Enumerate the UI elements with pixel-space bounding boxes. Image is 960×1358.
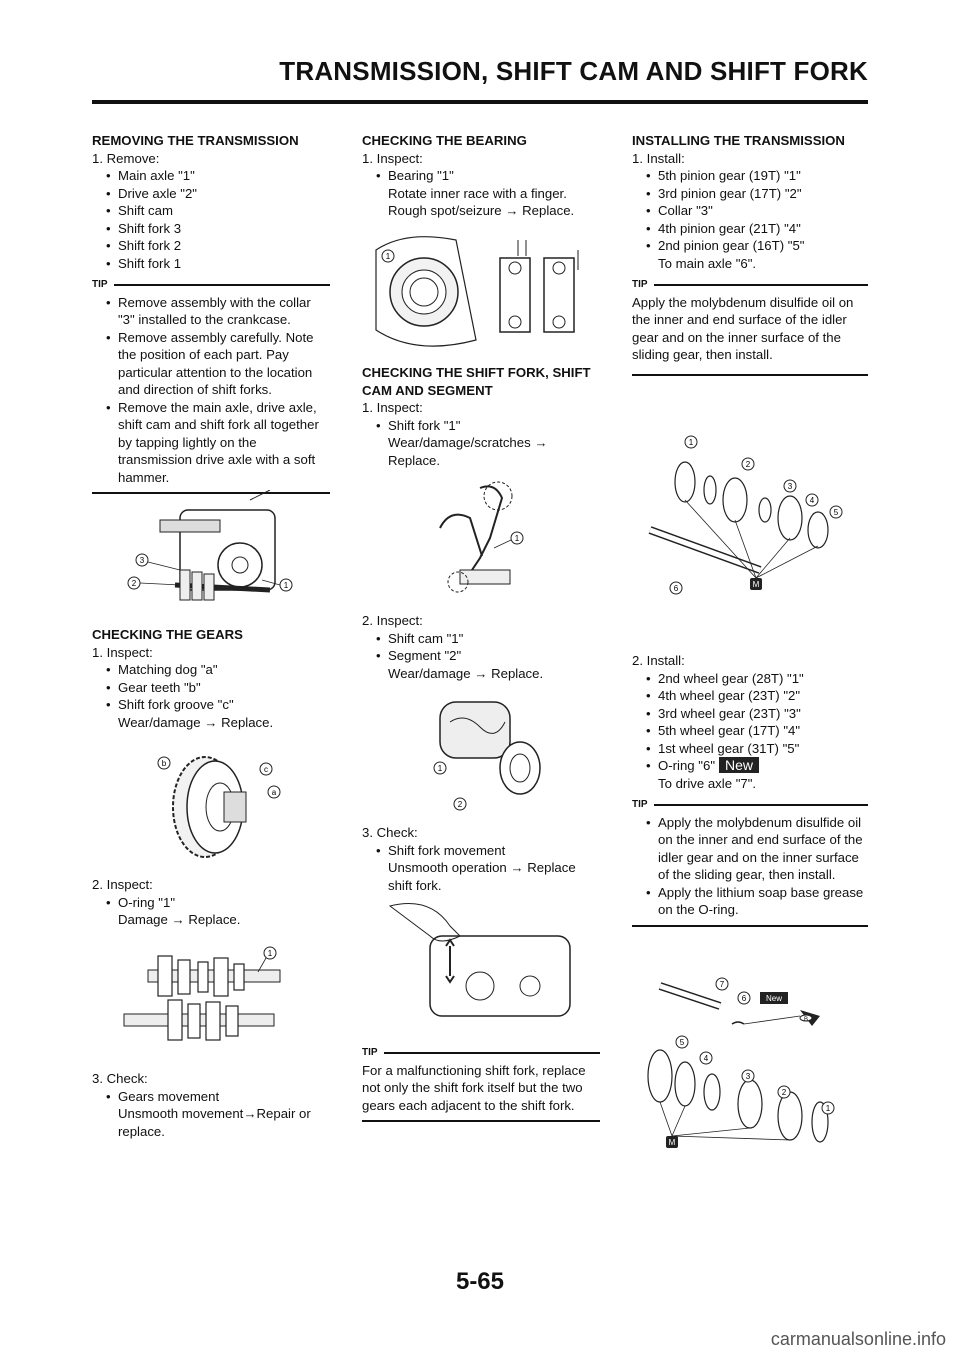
transmission-removal-figure [120,490,310,620]
list-item: • 2nd pinion gear (16T) "5" [632,237,868,255]
install-drive-axle-section [632,652,868,927]
tip-item: • Remove assembly carefully. Note the position of each part. Pay particular attention to the location and direction of shift forks. [92,329,330,399]
main-axle-figure [640,420,870,610]
gear-figure [140,752,290,862]
checking-shift-fork-section [362,364,600,469]
tip-label: TIP [92,279,108,290]
check-gears-movement-section [92,1070,330,1140]
list-item: • 5th pinion gear (19T) "1" [632,167,868,185]
list-item: • 1st wheel gear (31T) "5" [632,740,868,758]
list-item: • Shift fork 1 [92,255,330,273]
figure-label: 3 [139,556,145,565]
checking-gears-section [92,626,330,731]
step-label: 1. Install: [632,150,685,166]
shift-cam-figure [420,692,560,812]
step-label: 3. Check: [92,1071,148,1086]
figure-label: 6 [741,994,747,1003]
tip-item: • Apply the molybdenum disulfide oil on the inner and end surface of the idler gear and on the inner surface of the sliding gear, then install. [632,814,868,884]
figure-label: 1 [514,534,520,543]
tip-item: • Remove the main axle, drive axle, shift cam and shift fork all together by tapping lightly on the transmission drive axle with a soft hammer. [92,399,330,487]
tip-text: For a malfunctioning shift fork, replace not only the shift fork itself but the two gears each adjacent to the shift fork. [362,1062,586,1113]
figure-label: B [803,1017,809,1023]
section-heading-install: INSTALLING THE TRANSMISSION [632,133,845,148]
figure-label: c [264,765,268,774]
tip-label: TIP [362,1047,378,1058]
figure-label: b [161,759,167,768]
tip-text: Apply the molybdenum disulfide oil on the inner and end surface of the idler gear and on the inner surface of the sliding gear, then install. [632,294,854,362]
inspect-shift-cam-section [362,612,600,682]
section-heading-bearing: CHECKING THE BEARING [362,133,527,148]
list-item: • Shift cam "1" [362,630,600,648]
section-heading-gears: CHECKING THE GEARS [92,627,243,642]
list-item: • Collar "3" [632,202,868,220]
list-item: • Segment "2" [362,647,600,665]
figure-label: M [752,580,760,589]
tip-header [632,796,868,814]
list-item: • Shift fork 2 [92,237,330,255]
list-item: • Shift fork 3 [92,220,330,238]
column-2 [362,132,600,220]
tip-end-rule [632,374,868,376]
list-item: • Gears movement [92,1088,330,1106]
list-item: • 2nd wheel gear (28T) "1" [632,670,868,688]
to-text: To drive axle "7". [658,775,757,791]
note-text: Rotate inner race with a finger. [388,185,567,201]
list-item: • O-ring "1" [92,894,330,912]
tip-header [632,276,868,294]
figure-label: 1 [385,252,391,261]
figure-label: 2 [131,579,137,588]
figure-label: 1 [825,1104,831,1113]
step-label: 2. Inspect: [92,877,153,892]
tip-label: TIP [632,279,648,290]
section-heading-removing: REMOVING THE TRANSMISSION [92,133,299,148]
figure-label: 5 [679,1038,685,1047]
drive-axle-figure [640,966,840,1156]
fork-movement-figure [370,896,590,1028]
result-text: Unsmooth operation → Replace shift fork. [388,860,576,893]
step-label: 3. Check: [362,825,418,840]
result-text: Wear/damage → Replace. [388,665,544,681]
list-item: • Shift fork "1" [362,417,600,435]
step-label: 2. Install: [632,653,685,668]
page-number: 5-65 [455,1268,505,1295]
tip-header [92,276,330,294]
list-item: • Main axle "1" [92,167,330,185]
list-item: • Drive axle "2" [92,185,330,203]
tip-label: TIP [632,799,648,810]
figure-label: 1 [267,949,273,958]
step-label: 1. Remove: [92,150,160,166]
section-heading-fork: CHECKING THE SHIFT FORK, SHIFT CAM AND SEGMENT [362,365,591,398]
tip-end-rule [632,925,868,927]
tip-item: • Remove assembly with the collar "3" installed to the crankcase. [92,294,330,329]
result-text: Wear/damage → Replace. [118,714,274,730]
figure-label: 1 [688,438,694,447]
watermark: carmanualsonline.info [770,1329,946,1349]
list-item: • 3rd wheel gear (23T) "3" [632,705,868,723]
list-item [632,757,868,775]
list-item: • Shift fork movement [362,842,600,860]
to-text: To main axle "6". [658,255,757,271]
figure-label: 1 [437,764,443,773]
figure-label: 2 [745,460,751,469]
list-item: • 5th wheel gear (17T) "4" [632,722,868,740]
figure-label: 3 [745,1072,751,1081]
figure-label: New [765,994,783,1003]
figure-label: M [668,1138,676,1147]
result-text: Rough spot/seizure → Replace. [388,203,575,218]
column-1 [92,132,330,494]
step-label: 2. Inspect: [362,613,423,628]
tip-item: • Apply the lithium soap base grease on the O-ring. [632,884,868,919]
list-item: • Gear teeth "b" [92,679,330,697]
figure-label: 7 [719,980,725,989]
bearing-figure [366,230,596,356]
figure-label: 2 [781,1088,787,1097]
list-item: • Shift fork groove "c" [92,696,330,714]
gear-shafts-figure [118,942,290,1042]
figure-label: 2 [457,800,463,809]
tip-end-rule [362,1120,600,1122]
list-item: • 4th pinion gear (21T) "4" [632,220,868,238]
figure-label: 6 [673,584,679,593]
figure-label: 4 [703,1054,709,1063]
tip-header [362,1044,600,1062]
page-title: TRANSMISSION, SHIFT CAM AND SHIFT FORK [279,56,868,86]
figure-label: 4 [809,496,815,505]
result-text: Unsmooth movement→Repair or replace. [118,1106,311,1139]
figure-label: 5 [833,508,839,517]
figure-label: 1 [283,581,289,590]
step-label: 1. Inspect: [362,400,423,415]
title-rule [92,100,868,104]
oring-label: O-ring "6" [658,758,715,773]
new-badge: New [719,757,759,773]
column-3 [632,132,868,376]
inspect-oring-section [92,876,330,929]
fork-tip-section [362,1040,600,1122]
list-item: • Shift cam [92,202,330,220]
figure-label: a [271,788,277,797]
list-item: • Matching dog "a" [92,661,330,679]
list-item: • 3rd pinion gear (17T) "2" [632,185,868,203]
check-shift-fork-movement-section [362,824,600,894]
figure-label: 3 [787,482,793,491]
list-item: • 4th wheel gear (23T) "2" [632,687,868,705]
list-item: • Bearing "1" [362,167,600,185]
result-text: Wear/damage/scratches → Replace. [388,435,548,468]
step-label: 1. Inspect: [92,644,153,660]
step-label: 1. Inspect: [362,150,423,166]
shift-fork-figure [420,478,540,598]
result-text: Damage → Replace. [118,912,241,927]
